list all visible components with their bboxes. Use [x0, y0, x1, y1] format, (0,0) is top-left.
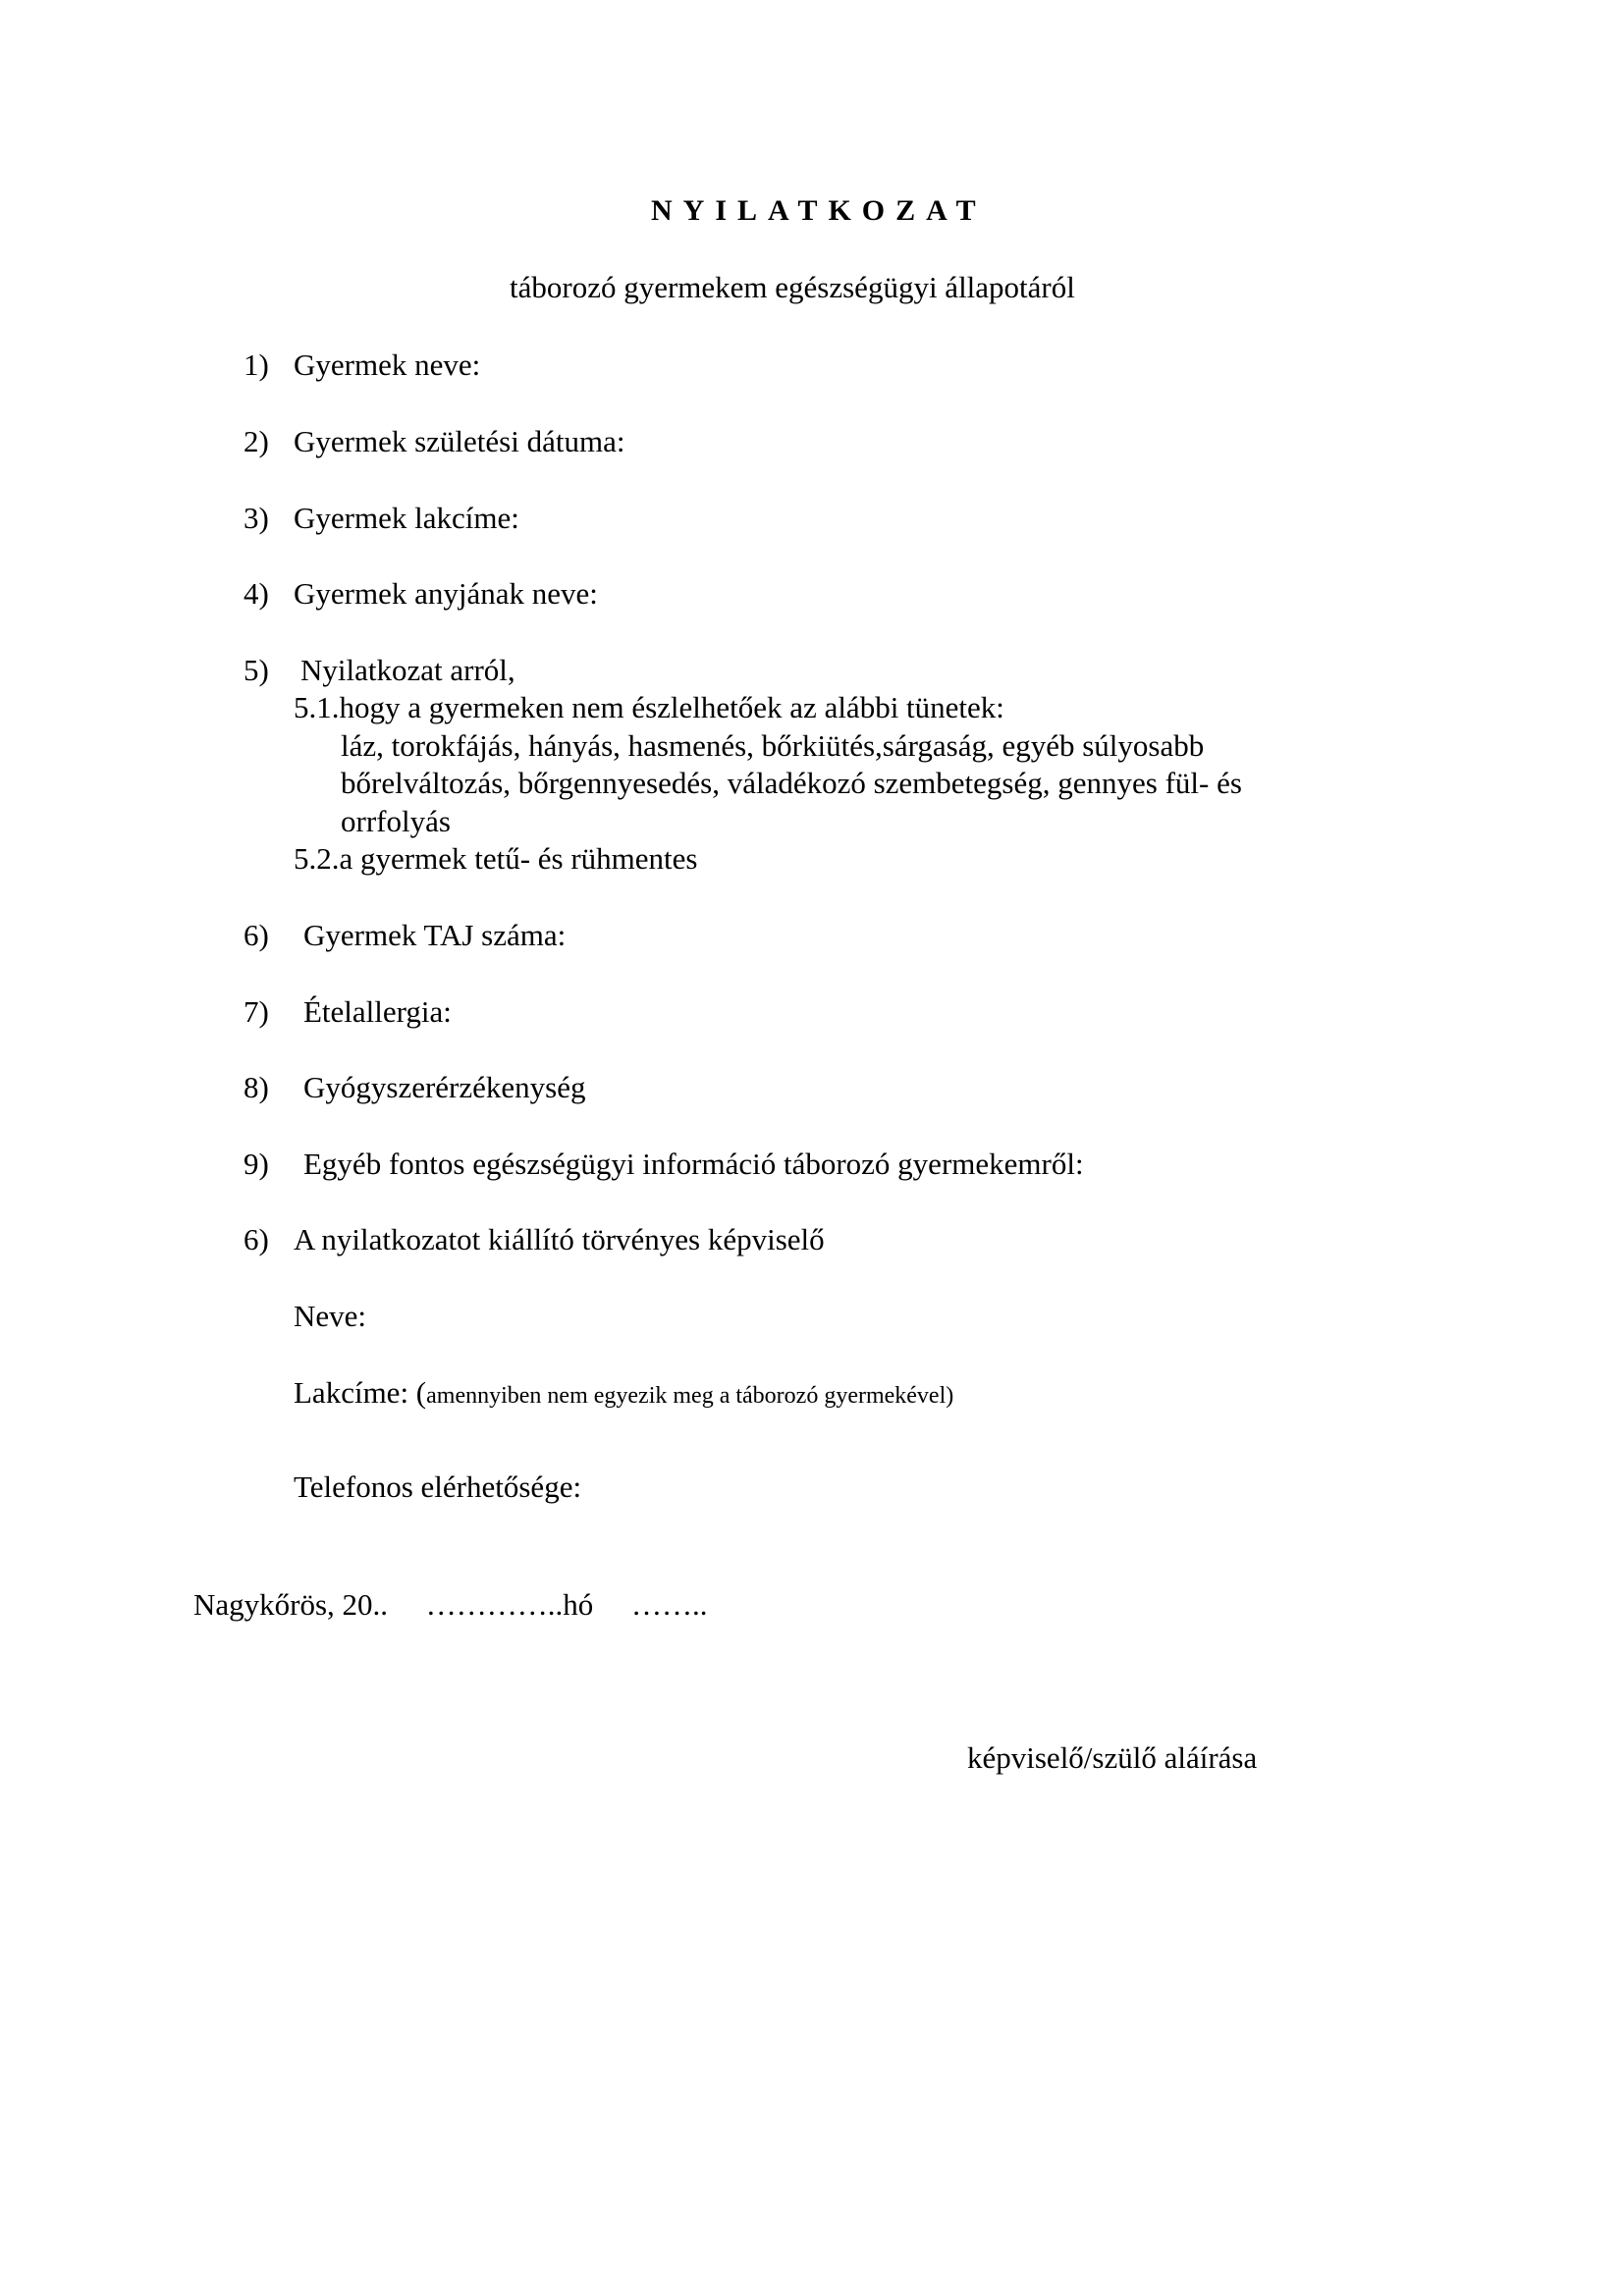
- item-5-1-label: 5.1.hogy a gyermeken nem észlelhetőek az alábbi tünetek:: [294, 690, 1004, 724]
- item-9-label: Egyéb fontos egészségügyi információ táborozó gyermekemről:: [303, 1147, 1084, 1181]
- item-6-number: 6): [244, 918, 269, 952]
- item-5-1-line-3: orrfolyás: [341, 804, 451, 838]
- item-5-2-label: 5.2.a gyermek tetű- és rühmentes: [294, 841, 698, 876]
- document-subtitle: táborozó gyermekem egészségügyi állapotáról: [510, 270, 1075, 304]
- representative-phone-label: Telefonos elérhetősége:: [294, 1469, 582, 1504]
- item-10-number: 6): [244, 1222, 269, 1256]
- item-8-number: 8): [244, 1070, 269, 1104]
- item-1-label: Gyermek neve:: [294, 347, 481, 382]
- document-title: NYILATKOZAT: [651, 194, 987, 227]
- item-1-number: 1): [244, 347, 269, 382]
- item-3-number: 3): [244, 501, 269, 535]
- place-date-line: Nagykőrös, 20.. …………..hó ……..: [193, 1587, 708, 1622]
- item-5-1-line-1: láz, torokfájás, hányás, hasmenés, bőrkiütés,sárgaság, egyéb súlyosabb: [341, 728, 1205, 763]
- item-6-label: Gyermek TAJ száma:: [303, 918, 567, 952]
- representative-name-label: Neve:: [294, 1299, 367, 1333]
- item-10-label: A nyilatkozatot kiállító törvényes képviselő: [294, 1222, 825, 1256]
- item-9-number: 9): [244, 1147, 269, 1181]
- representative-address-label: Lakcíme: (: [294, 1375, 427, 1410]
- item-5-1-line-2: bőrelváltozás, bőrgennyesedés, váladékozó szembetegség, gennyes fül- és: [341, 766, 1242, 800]
- item-4-label: Gyermek anyjának neve:: [294, 576, 598, 611]
- item-2-label: Gyermek születési dátuma:: [294, 424, 625, 458]
- item-5-number: 5): [244, 653, 269, 687]
- item-7-number: 7): [244, 994, 269, 1029]
- signature-label: képviselő/szülő aláírása: [967, 1740, 1258, 1775]
- item-3-label: Gyermek lakcíme:: [294, 501, 519, 535]
- item-7-label: Ételallergia:: [303, 994, 452, 1029]
- representative-address-note: amennyiben nem egyezik meg a táborozó gyermekével): [426, 1383, 954, 1409]
- item-5-label: Nyilatkozat arról,: [300, 653, 515, 687]
- item-2-number: 2): [244, 424, 269, 458]
- item-8-label: Gyógyszerérzékenység: [303, 1070, 586, 1104]
- item-4-number: 4): [244, 576, 269, 611]
- representative-address-line: [294, 1374, 953, 1415]
